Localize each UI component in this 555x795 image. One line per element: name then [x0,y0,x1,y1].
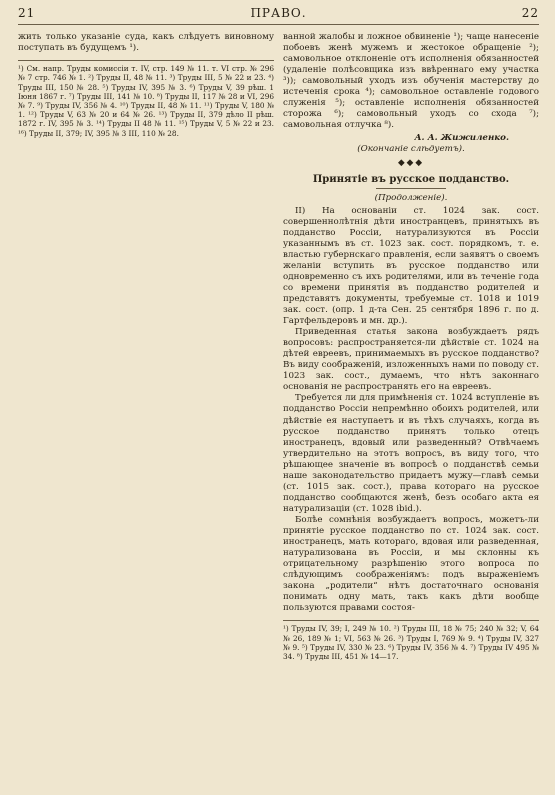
page-number-right: 22 [521,6,539,20]
page-header [18,6,539,24]
article-subtitle: (Продолженіе). [374,192,448,203]
right-column [283,32,539,777]
title-underline [376,188,446,189]
continuation-note: (Окончаніе слѣдуетъ). [357,144,465,155]
article-title: Принятіе въ русское подданство. [312,173,510,185]
author-signature: А. А. Жижиленко. [414,133,509,144]
article-paragraph: II) На основаніи ст. 1024 зак. сост. совершеннолѣтнія дѣти иностранцевъ, принятыхъ въ подданство Россіи, натурализуются въ Россіи указаннымъ въ ст. 1023 зак. сост. порядкомъ, т. е. властью губернскаго правленія, если заявятъ о своемъ желаніи вступить въ русское подданство или одновременно съ ихъ родителями, или въ теченіе года со времени принятія въ подданство родителей и представятъ документы, требуемые ст. 1018 и 1019 зак. сост. (опр. 1 д-та Сен. 25 сентября 1896 г. по д. Гартфельдеровъ и мн. др.). [283,205,539,327]
article-paragraph: Болѣе сомнѣнія возбуждаетъ вопросъ, можетъ-ли принятіе русское подданство по ст. 1024 зак. сост. иностранецъ, мать котораго, вдовая или разведенная, натурализована въ Россіи, и мы склонны къ отрицательному разрѣшенію этого вопроса по слѣдующимъ соображеніямъ: подъ выраженіемъ закона „родители“ нѣтъ достаточнаго основанія понимать одну мать, такъ какъ дѣти вообще пользуются правами состоя- [283,514,539,614]
right-intro-paragraph: ванной жалобы и ложное обвиненіе ¹); чаще нанесеніе побоевъ женѣ мужемъ и жестокое обращеніе ²); самовольное отклоненіе отъ исполненія обязанностей (удаленіе полѣсовщика изъ ввѣреннаго ему участка ³)); самовольный уходъ изъ обученія мастерству до истеченія срока ⁴); самовольное оставленіе годового служенія ⁵); оставленіе исполненія обязанностей сторожа ⁶); самовольный уходъ со схода ⁷); самовольная отлучка ⁸). [283,32,539,131]
header-rule [18,24,539,25]
left-column [18,32,274,777]
right-footnotes: ¹) Труды IV, 39; I, 249 № 10. ²) Труды III, 18 № 75; 240 № 32; V, 64 № 26, 189 № 1; VI, 563 № 26. ³) Труды I, 769 № 9. ⁴) Труды IV, 327 № 9. ⁵) Труды IV, 330 № 23. ⁶) Труды IV, 356 № 4. ⁷) Труды IV 495 № 34. ⁸) Труды III, 451 № 14—17. [283,620,539,661]
article-paragraph: Приведенная статья закона возбуждаетъ рядъ вопросовъ: распространяется-ли дѣйствіе ст. 1024 на дѣтей евреевъ, принимаемыхъ въ русское подданство? Въ виду соображеній, изложенныхъ нами по поводу ст. 1023 зак. сост., думаемъ, что нѣтъ законнаго основанія не распространять его на евреевъ. [283,327,539,393]
page-number-left: 21 [18,6,36,20]
article-paragraph: Требуется ли для примѣненія ст. 1024 вступленіе въ подданство Россіи непремѣнно обоихъ родителей, или дѣйствіе ея наступаетъ и въ тѣхъ случаяхъ, когда въ русское подданство принятъ только отецъ иностранецъ, вдовый или разведенный? Отвѣчаемъ утвердительно на этотъ вопросъ, въ виду того, что рѣшающее значеніе въ вопросѣ о подданствѣ семьи наше законодательство придаетъ мужу—главѣ семьи (ст. 1015 зак. сост.), права котораго на русское подданство сообщаются женѣ, безъ особаго акта ея натурализаціи (ст. 1028 ibid.). [283,393,539,514]
left-paragraph: жить только указаніе суда, какъ слѣдуетъ виновному поступать въ будущемъ ¹). [18,32,274,54]
left-footnotes: ¹) См. напр. Труды комиссіи т. IV, стр. 149 № 11. т. VI стр. № 296 № 7 стр. 746 № 1. ²) Труды II, 48 № 11. ³) Труды III, 5 № 22 и 23. ⁴) Труды III, 150 № 28. ⁵) Труды IV, 395 № 3. ⁶) Труды V, 39 рѣш. 1 Іюня 1867 г. ⁷) Труды III, 141 № 10. ⁸) Труды II, 117 № 28 и VI, 296 № 7. ⁹) Труды IV, 356 № 4. ¹⁰) Труды II, 48 № 11. ¹¹) Труды V, 180 № 1. ¹²) Труды V, 63 № 20 и 64 № 26. ¹³) Труды II, 379 дѣло II рѣш. 1872 г. IV, 395 № 3. ¹⁴) Труды II 48 № 11. ¹⁵) Труды V, 5 № 22 и 23. ¹⁶) Труды II, 379; IV, 395 № 3 III, 110 № 28. [18,60,274,138]
journal-title: ПРАВО. [250,6,307,20]
ornament-divider: ◆◆◆ [397,157,425,168]
